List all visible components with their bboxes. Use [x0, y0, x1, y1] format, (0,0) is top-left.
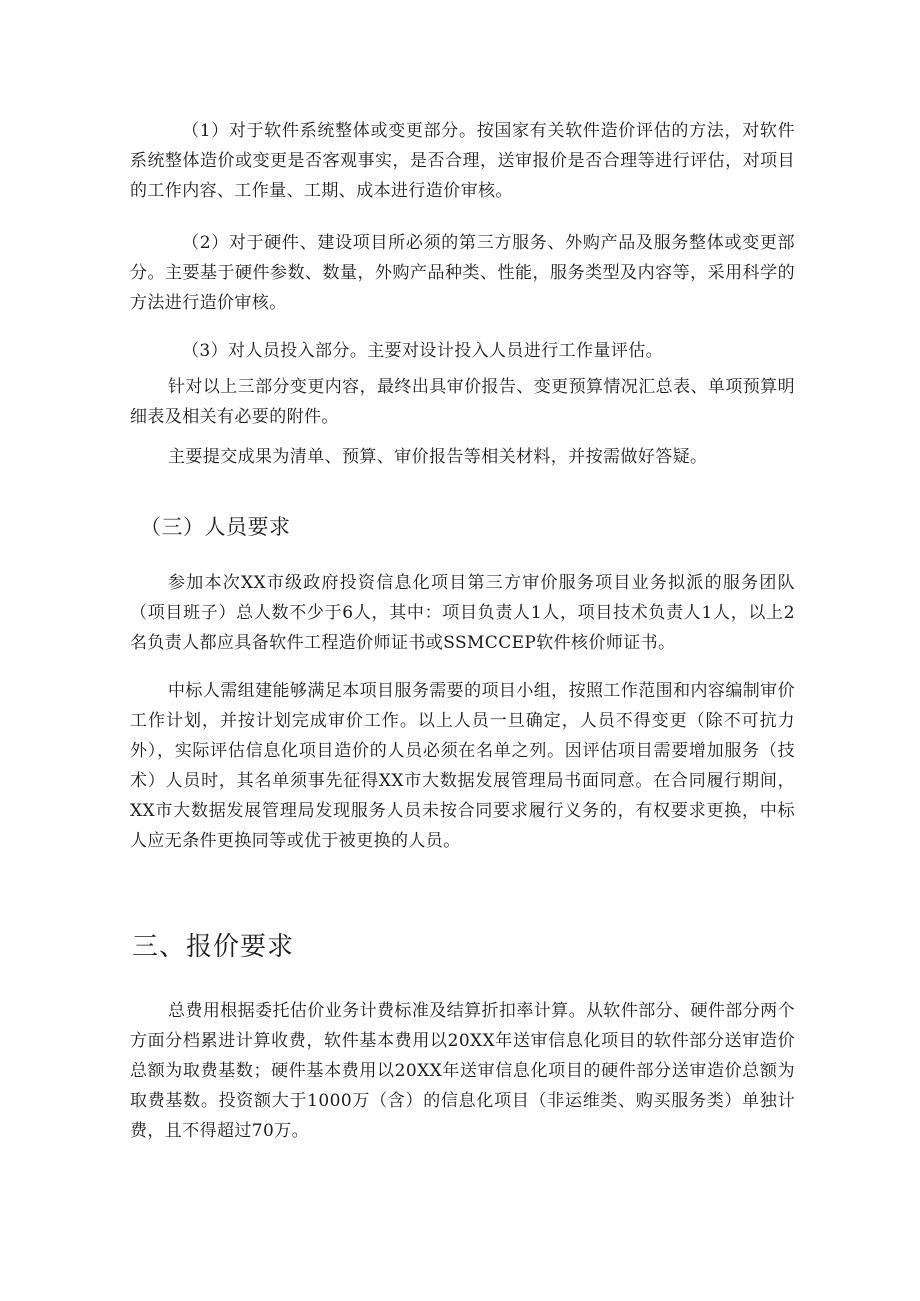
personnel-section-heading: （三）人员要求	[140, 515, 291, 539]
team-change-paragraph: 中标人需组建能够满足本项目服务需要的项目小组，按照工作范围和内容编制审价工作计划，并按计划完成审价工作。以上人员一旦确定，人员不得变更（除不可抗力外），实际评估信息化项目造价的人员必须在名单之列。因评估项目需要增加服务（技术）人员时，其名单须事先征得XX市大数据发展管理局书面同意。在合同履行期间，XX市大数据发展管理局发现服务人员未按合同要求履行义务的，有权要求更换，中标人应无条件更换同等或优于被更换的人员。	[130, 681, 795, 851]
fee-calculation-paragraph: 总费用根据委托估价业务计费标准及结算折扣率计算。从软件部分、硬件部分两个方面分档累进计算收费，软件基本费用以20XX年送审信息化项目的软件部分送审造价总额为取费基数；硬件基本费用以20XX年送审信息化项目的硬件部分送审造价总额为取费基数。投资额大于1000万（含）的信息化项目（非运维类、购买服务类）单独计费，且不得超过70万。	[130, 1001, 795, 1141]
team-size-paragraph: 参加本次XX市级政府投资信息化项目第三方审价服务项目业务拟派的服务团队（项目班子）总人数不少于6人，其中：项目负责人1人，项目技术负责人1人，以上2名负责人都应具备软件工程造价师证书或SSMCCEP软件核价师证书。	[130, 573, 795, 653]
deliverables-paragraph: 主要提交成果为清单、预算、审价报告等相关材料，并按需做好答疑。	[168, 447, 708, 467]
personnel-review-paragraph: （3）对人员投入部分。主要对设计投入人员进行工作量评估。	[182, 341, 664, 361]
software-review-paragraph: （1）对于软件系统整体或变更部分。按国家有关软件造价评估的方法，对软件系统整体造价或变更是否客观事实，是否合理，送审报价是否合理等进行评估，对项目的工作内容、工作量、工期、成本进行造价审核。	[130, 121, 795, 201]
hardware-review-paragraph: （2）对于硬件、建设项目所必须的第三方服务、外购产品及服务整体或变更部分。主要基于硬件参数、数量，外购产品种类、性能，服务类型及内容等，采用科学的方法进行造价审核。	[130, 233, 795, 313]
quote-section-heading: 三、报价要求	[132, 932, 295, 962]
deliverables-summary-paragraph: 针对以上三部分变更内容，最终出具审价报告、变更预算情况汇总表、单项预算明细表及相关有必要的附件。	[130, 377, 795, 427]
